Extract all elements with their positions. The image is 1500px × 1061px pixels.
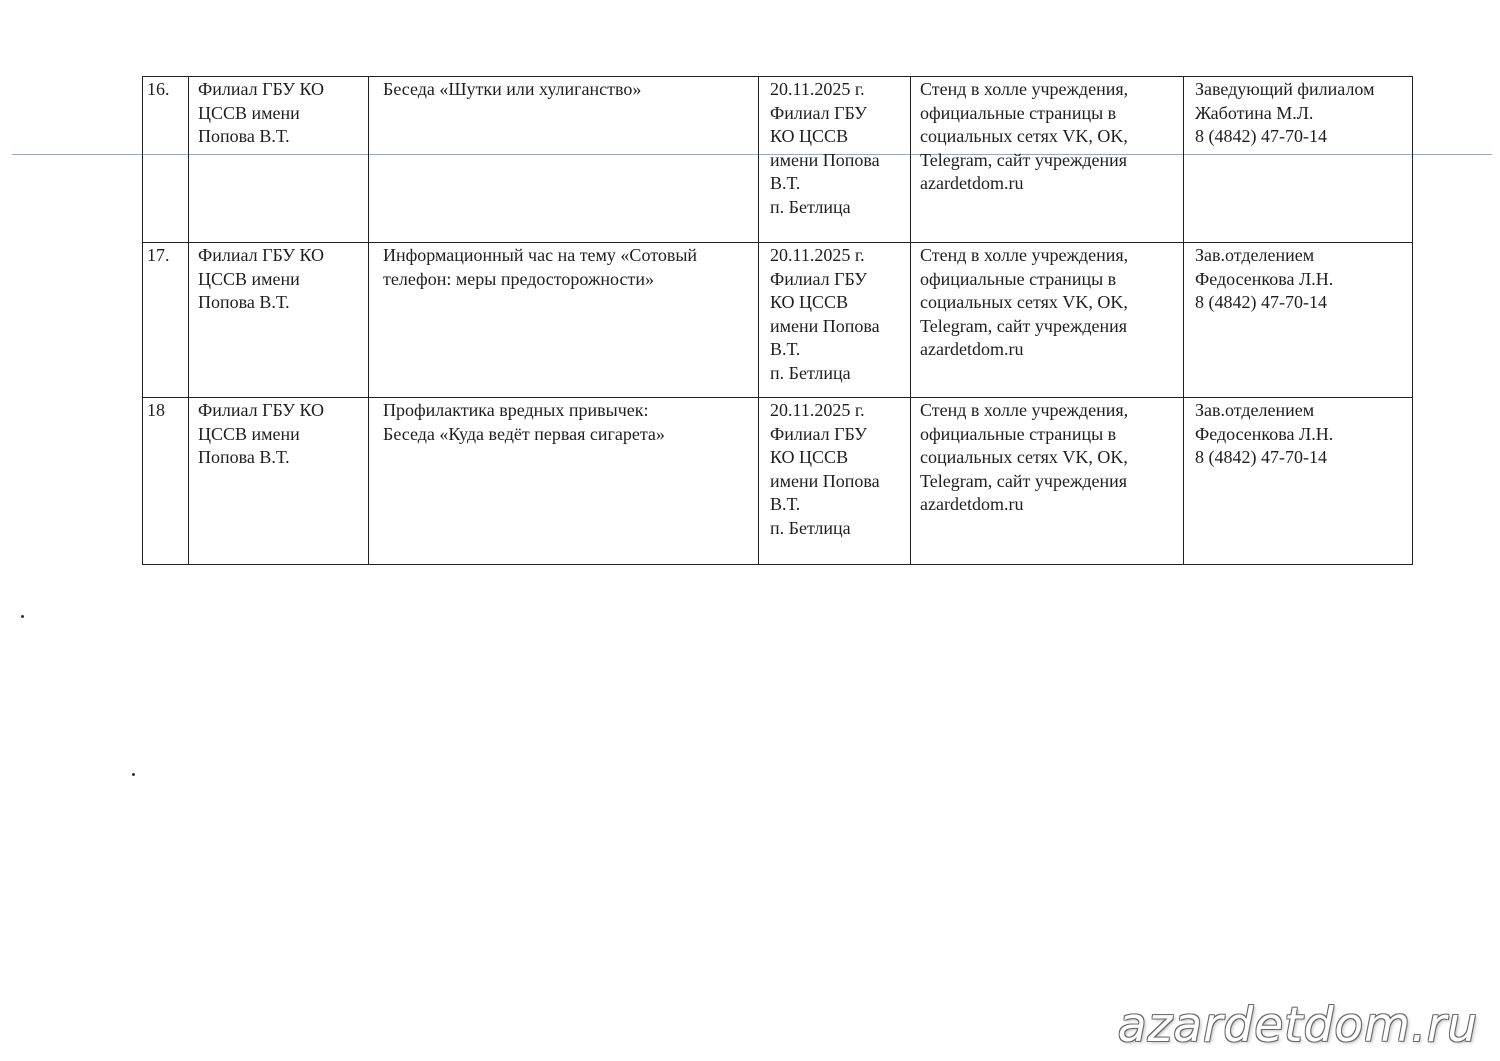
- information-cell: Стенд в холле учреждения, официальные страницы в социальных сетях VK, OK, Telegram, сайт учреждения azardetdom.ru: [911, 77, 1184, 243]
- table-row: [143, 77, 1413, 243]
- event-cell: Профилактика вредных привычек: Беседа «Куда ведёт первая сигарета»: [369, 398, 759, 565]
- site-watermark: azardetdom.ru: [1117, 998, 1478, 1053]
- table-row: [143, 398, 1413, 565]
- event-cell: Беседа «Шутки или хулиганство»: [369, 77, 759, 243]
- responsible-cell: Заведующий филиалом Жаботина М.Л. 8 (4842) 47-70-14: [1184, 77, 1413, 243]
- responsible-cell: Зав.отделением Федосенкова Л.Н. 8 (4842) 47-70-14: [1184, 243, 1413, 398]
- responsible-cell: Зав.отделением Федосенкова Л.Н. 8 (4842) 47-70-14: [1184, 398, 1413, 565]
- date-place-cell: 20.11.2025 г. Филиал ГБУ КО ЦССВ имени Попова В.Т. п. Бетлица: [759, 77, 911, 243]
- table-row: [143, 243, 1413, 398]
- date-place-cell: 20.11.2025 г. Филиал ГБУ КО ЦССВ имени Попова В.Т. п. Бетлица: [759, 243, 911, 398]
- event-cell: Информационный час на тему «Сотовый телефон: меры предосторожности»: [369, 243, 759, 398]
- row-number-cell: 17.: [143, 243, 189, 398]
- organization-cell: Филиал ГБУ КО ЦССВ имени Попова В.Т.: [189, 77, 369, 243]
- scan-speck: [132, 773, 135, 776]
- scan-speck: [21, 615, 24, 618]
- row-number-cell: 16.: [143, 77, 189, 243]
- information-cell: Стенд в холле учреждения, официальные страницы в социальных сетях VK, OK, Telegram, сайт учреждения azardetdom.ru: [911, 243, 1184, 398]
- information-cell: Стенд в холле учреждения, официальные страницы в социальных сетях VK, OK, Telegram, сайт учреждения azardetdom.ru: [911, 398, 1184, 565]
- date-place-cell: 20.11.2025 г. Филиал ГБУ КО ЦССВ имени Попова В.Т. п. Бетлица: [759, 398, 911, 565]
- organization-cell: Филиал ГБУ КО ЦССВ имени Попова В.Т.: [189, 398, 369, 565]
- row-number-cell: 18: [143, 398, 189, 565]
- organization-cell: Филиал ГБУ КО ЦССВ имени Попова В.Т.: [189, 243, 369, 398]
- events-table: [142, 76, 1413, 565]
